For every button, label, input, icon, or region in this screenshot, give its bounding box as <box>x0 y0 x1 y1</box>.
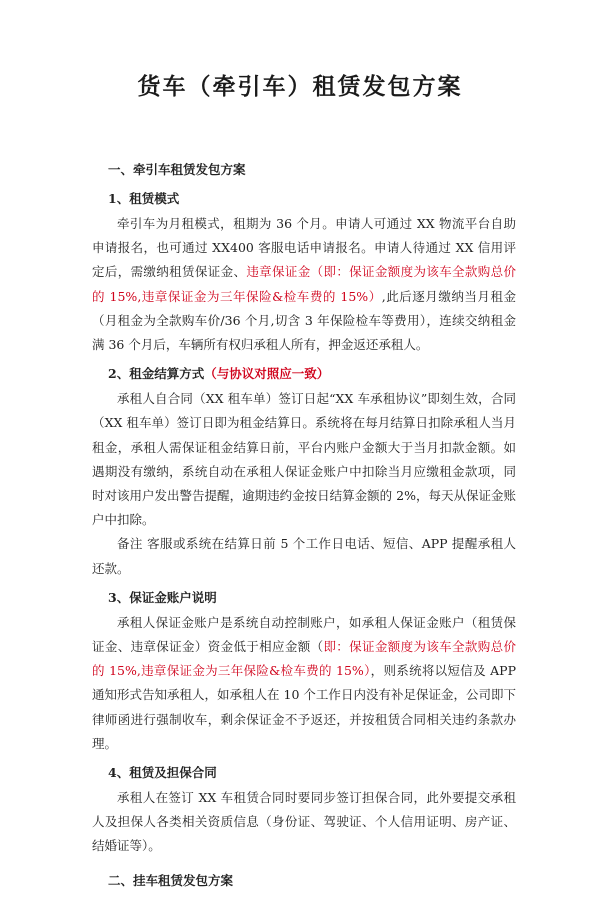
document-body <box>92 160 516 899</box>
subheading-deposit-account: 3、保证金账户说明 <box>108 589 217 605</box>
text-segment: 牵引车为月租模式，租期为 36 个月。申请人可通过 XX 物流平台自助申请报名，也可通过 XX400 客服电话申请报名。申请人待通过 XX 信用评定后，需缴纳租赁保证金、 <box>92 216 516 280</box>
section-heading-tractor: 一、牵引车租赁发包方案 <box>108 162 246 177</box>
subheading-settlement <box>108 363 516 385</box>
subheading-contracts: 4、租赁及担保合同 <box>108 765 217 781</box>
text-segment: 承租人保证金账户是系统自动控制账户，如承租人保证金账户（租赁保证金、违章保证金）资金低于相应金额（ <box>92 614 516 655</box>
subheading-lease-mode: 1、租赁模式 <box>108 191 180 206</box>
paragraph-lease-mode <box>92 212 516 357</box>
highlighted-text: 违章保证金（即：保证金额度为该车全款购总价的 15%,违章保证金为三年保险&检车费的 15%） <box>92 264 516 304</box>
section-heading-trailer: 二、挂车租赁发包方案 <box>108 872 234 888</box>
text-segment: ，则系统将以短信及 APP 通知形式告知承租人，如承租人在 10 个工作日内没有补足保证金，公司即下律师函进行强制收车，剩余保证金不予返还，并按租赁合同相关违约条款办理。 <box>92 663 516 751</box>
paragraph-settlement-remark: 备注 客服或系统在结算日前 5 个工作日电话、短信、APP 提醒承租人还款。 <box>92 536 516 576</box>
document-title: 货车（牵引车）租赁发包方案 <box>137 73 463 100</box>
subheading-label: 2、租金结算方式 <box>108 366 205 382</box>
paragraph-deposit-account <box>92 611 516 756</box>
text-segment: ,此后逐月缴纳当月租金（月租金为全款购车价/36 个月,切含 3 年保险检车等费用），连续交纳租金满 36 个月后，车辆所有权归承租人所有，押金返还承租人。 <box>92 288 516 353</box>
highlighted-note: （与协议对照应一致） <box>204 366 330 382</box>
paragraph-settlement: 承租人自合同（XX 租车单）签订日起“XX 车承租协议”即刻生效，合同（XX 租车单）签订日即为租金结算日。系统将在每月结算日扣除承租人当月租金，承租人需保证租金结算日前，平台内账户金额大于当月扣款金额。如遇期没有缴纳，系统自动在承租人保证金账户中扣除当月应缴租金款项，同时对该用户发出警告提醒，逾期违约金按日结算金额的 2%，每天从保证金账户中扣除。 <box>92 391 516 528</box>
highlighted-text: 即：保证金额度为该车全款购总价的 15%,违章保证金为三年保险&检车费的 15%） <box>92 639 516 679</box>
paragraph-contracts: 承租人在签订 XX 车租赁合同时要同步签订担保合同，此外要提交承租人及担保人各类相关资质信息（身份证、驾驶证、个人信用证明、房产证、结婚证等）。 <box>92 790 516 854</box>
